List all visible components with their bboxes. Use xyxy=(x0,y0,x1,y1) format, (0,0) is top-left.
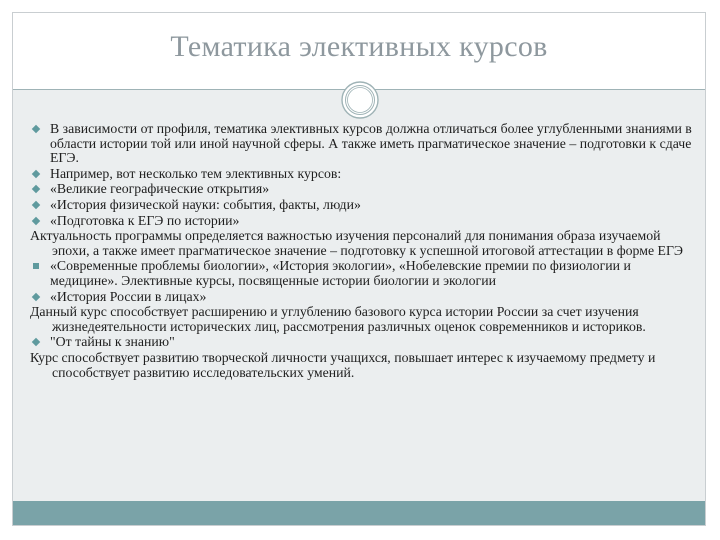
diamond-bullet-icon xyxy=(32,216,40,224)
item-text: Например, вот несколько тем элективных курсов: xyxy=(50,165,342,181)
item-text: В зависимости от профиля, тематика элективных курсов должна отличаться более углубленными знаниями в области истории той или иной научной сферы. А также иметь прагматическое значение – подготовки к сдаче ЕГЭ. xyxy=(50,121,692,166)
item-text: «Современные проблемы биологии», «История экологии», «Нобелевские премии по физиологии и медицине». Элективные курсы, посвященные истории биологии и экологии xyxy=(50,258,631,288)
item-text: «История физической науки: события, факты, люди» xyxy=(50,196,361,212)
diamond-bullet-icon xyxy=(32,170,40,178)
ring-ornament-icon xyxy=(340,80,380,120)
item-text: Актуальность программы определяется важностью изучения персоналий для понимания образа изучаемой эпохи, а также имеет прагматическое значение – подготовку к успешной итоговой аттестации в форме ЕГЭ xyxy=(30,228,684,258)
bullet-item xyxy=(30,167,695,182)
bullet-item xyxy=(30,182,695,197)
body-paragraph xyxy=(30,351,695,380)
diamond-bullet-icon xyxy=(32,338,40,346)
bullet-item xyxy=(30,214,695,229)
bullet-item xyxy=(30,122,695,166)
item-text: «Подготовка к ЕГЭ по истории» xyxy=(50,212,240,228)
bullet-item xyxy=(30,290,695,305)
item-text: Курс способствует развитию творческой личности учащихся, повышает интерес к изучаемому предмету и способствует развитию исследовательских умений. xyxy=(30,349,656,380)
slide-body xyxy=(30,122,695,381)
slide-title: Тематика элективных курсов xyxy=(170,30,548,63)
item-text: Данный курс способствует расширению и углублению базового курса истории России за счет изучения жизнедеятельности исторических лиц, рассмотрения различных оценок современников и историков. xyxy=(30,304,646,334)
diamond-bullet-icon xyxy=(32,185,40,193)
footer-bar xyxy=(13,501,705,525)
item-text: «Великие географические открытия» xyxy=(50,181,270,197)
bullet-item xyxy=(30,335,695,350)
item-text: «История России в лицах» xyxy=(50,288,207,304)
diamond-bullet-icon xyxy=(32,125,40,133)
square-bullet-icon xyxy=(33,263,39,269)
diamond-bullet-icon xyxy=(32,292,40,300)
body-paragraph xyxy=(30,229,695,258)
diamond-bullet-icon xyxy=(32,201,40,209)
body-paragraph xyxy=(30,305,695,334)
bullet-item xyxy=(30,259,695,288)
bullet-item xyxy=(30,198,695,213)
item-text: "От тайны к знанию" xyxy=(50,334,175,350)
